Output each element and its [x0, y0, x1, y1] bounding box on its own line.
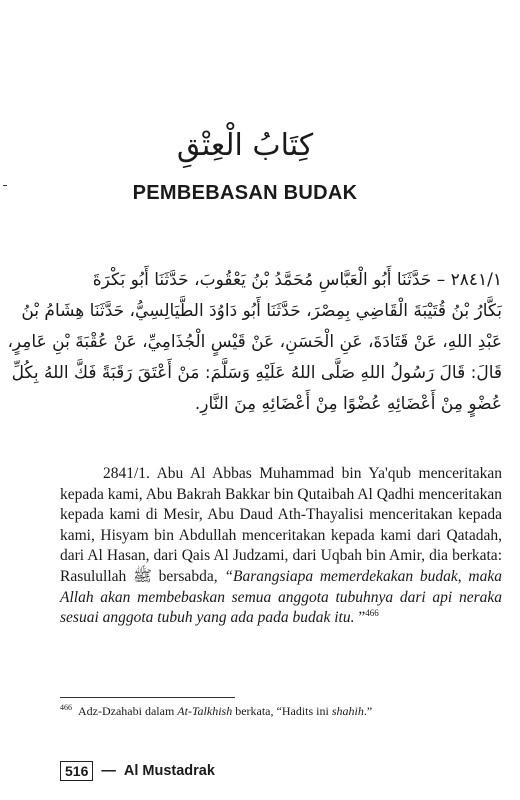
- quote-close: ”: [354, 609, 366, 627]
- arabic-line: ٢٨٤١/١ – حَدَّثَنَا أَبُو الْعَبَّاسِ مُحَمَّدُ بْنُ يَعْقُوبَ، حَدَّثَنَا أَبُو بَكْرَةَ: [92, 270, 502, 290]
- chapter-title: PEMBEBASAN BUDAK: [132, 182, 358, 204]
- footnote-grade: shahih: [331, 704, 364, 718]
- footnote-reference: 466: [365, 608, 379, 618]
- footnote-text-after: .”: [363, 704, 373, 718]
- translation-quote: “Barangsiapa memerdekakan budak, maka Allah akan membebaskan semua anggota tubuhnya dari api neraka sesuai anggota tubuh yang ada pada budak itu.: [60, 567, 503, 627]
- translation-paragraph: [60, 464, 502, 629]
- footnote-source: At-Talkhish: [177, 704, 233, 718]
- page-number: 516: [60, 761, 93, 781]
- book-title: Al Mustadrak: [123, 763, 215, 779]
- hadith-translation: [60, 464, 502, 629]
- footnote-divider: [60, 697, 235, 698]
- footnote-number: 466: [60, 703, 72, 712]
- footnote-text-before: Adz-Dzahabi dalam: [78, 704, 178, 718]
- arabic-line: بَكَّارُ بْنُ قُتَيْبَةَ الْقَاضِي بِمِصْرَ، حَدَّثَنَا أَبُو دَاوُدَ الطَّيَالِسِيُّ، حَدَّثَنَا هِشَامُ بْنُ: [21, 301, 502, 321]
- chapter-title-arabic: كِتَابُ الْعِتْقِ: [176, 128, 314, 163]
- footer-separator: —: [101, 763, 116, 779]
- margin-mark: [3, 185, 7, 186]
- page-footer: [60, 760, 215, 782]
- footnote: [60, 703, 500, 719]
- arabic-line: عَبْدِ اللهِ، عَنْ قَتَادَةَ، عَنِ الْحَسَنِ، عَنْ قَيْسٍ الْجُذَامِيِّ، عَنْ عُقْبَةَ بْنِ عَامِرٍ،: [7, 332, 502, 352]
- footnote-text-mid: berkata, “Hadits ini: [232, 704, 332, 718]
- arabic-line: عُضْوٍ مِنْ أَعْضَائِهِ عُضْوًا مِنْ أَعْضَائِهِ مِنَ النَّارِ.: [194, 394, 502, 414]
- translation-text: 2841/1. Abu Al Abbas Muhammad bin Ya'qub menceritakan kepada kami, Abu Bakrah Bakkar bin Qutaibah Al Qadhi menceritakan kepada kami di Mesir, Abu Daud Ath-Thayalisi menceritakan kepada kami, Hisyam bin Abdullah menceritakan kepada kami dari Qatadah, dari Al Hasan, dari Qais Al Judzami, dari Uqbah bin Amir, dia berkata: Rasulullah ﷺ bersabda,: [60, 465, 502, 585]
- hadith-arabic-text: [7, 265, 502, 420]
- arabic-line: قَالَ: قَالَ رَسُولُ اللهِ صَلَّى اللهُ عَلَيْهِ وَسَلَّمَ: مَنْ أَعْتَقَ رَقَبَةً فَكَّ اللهُ بِكُلِّ: [11, 363, 502, 383]
